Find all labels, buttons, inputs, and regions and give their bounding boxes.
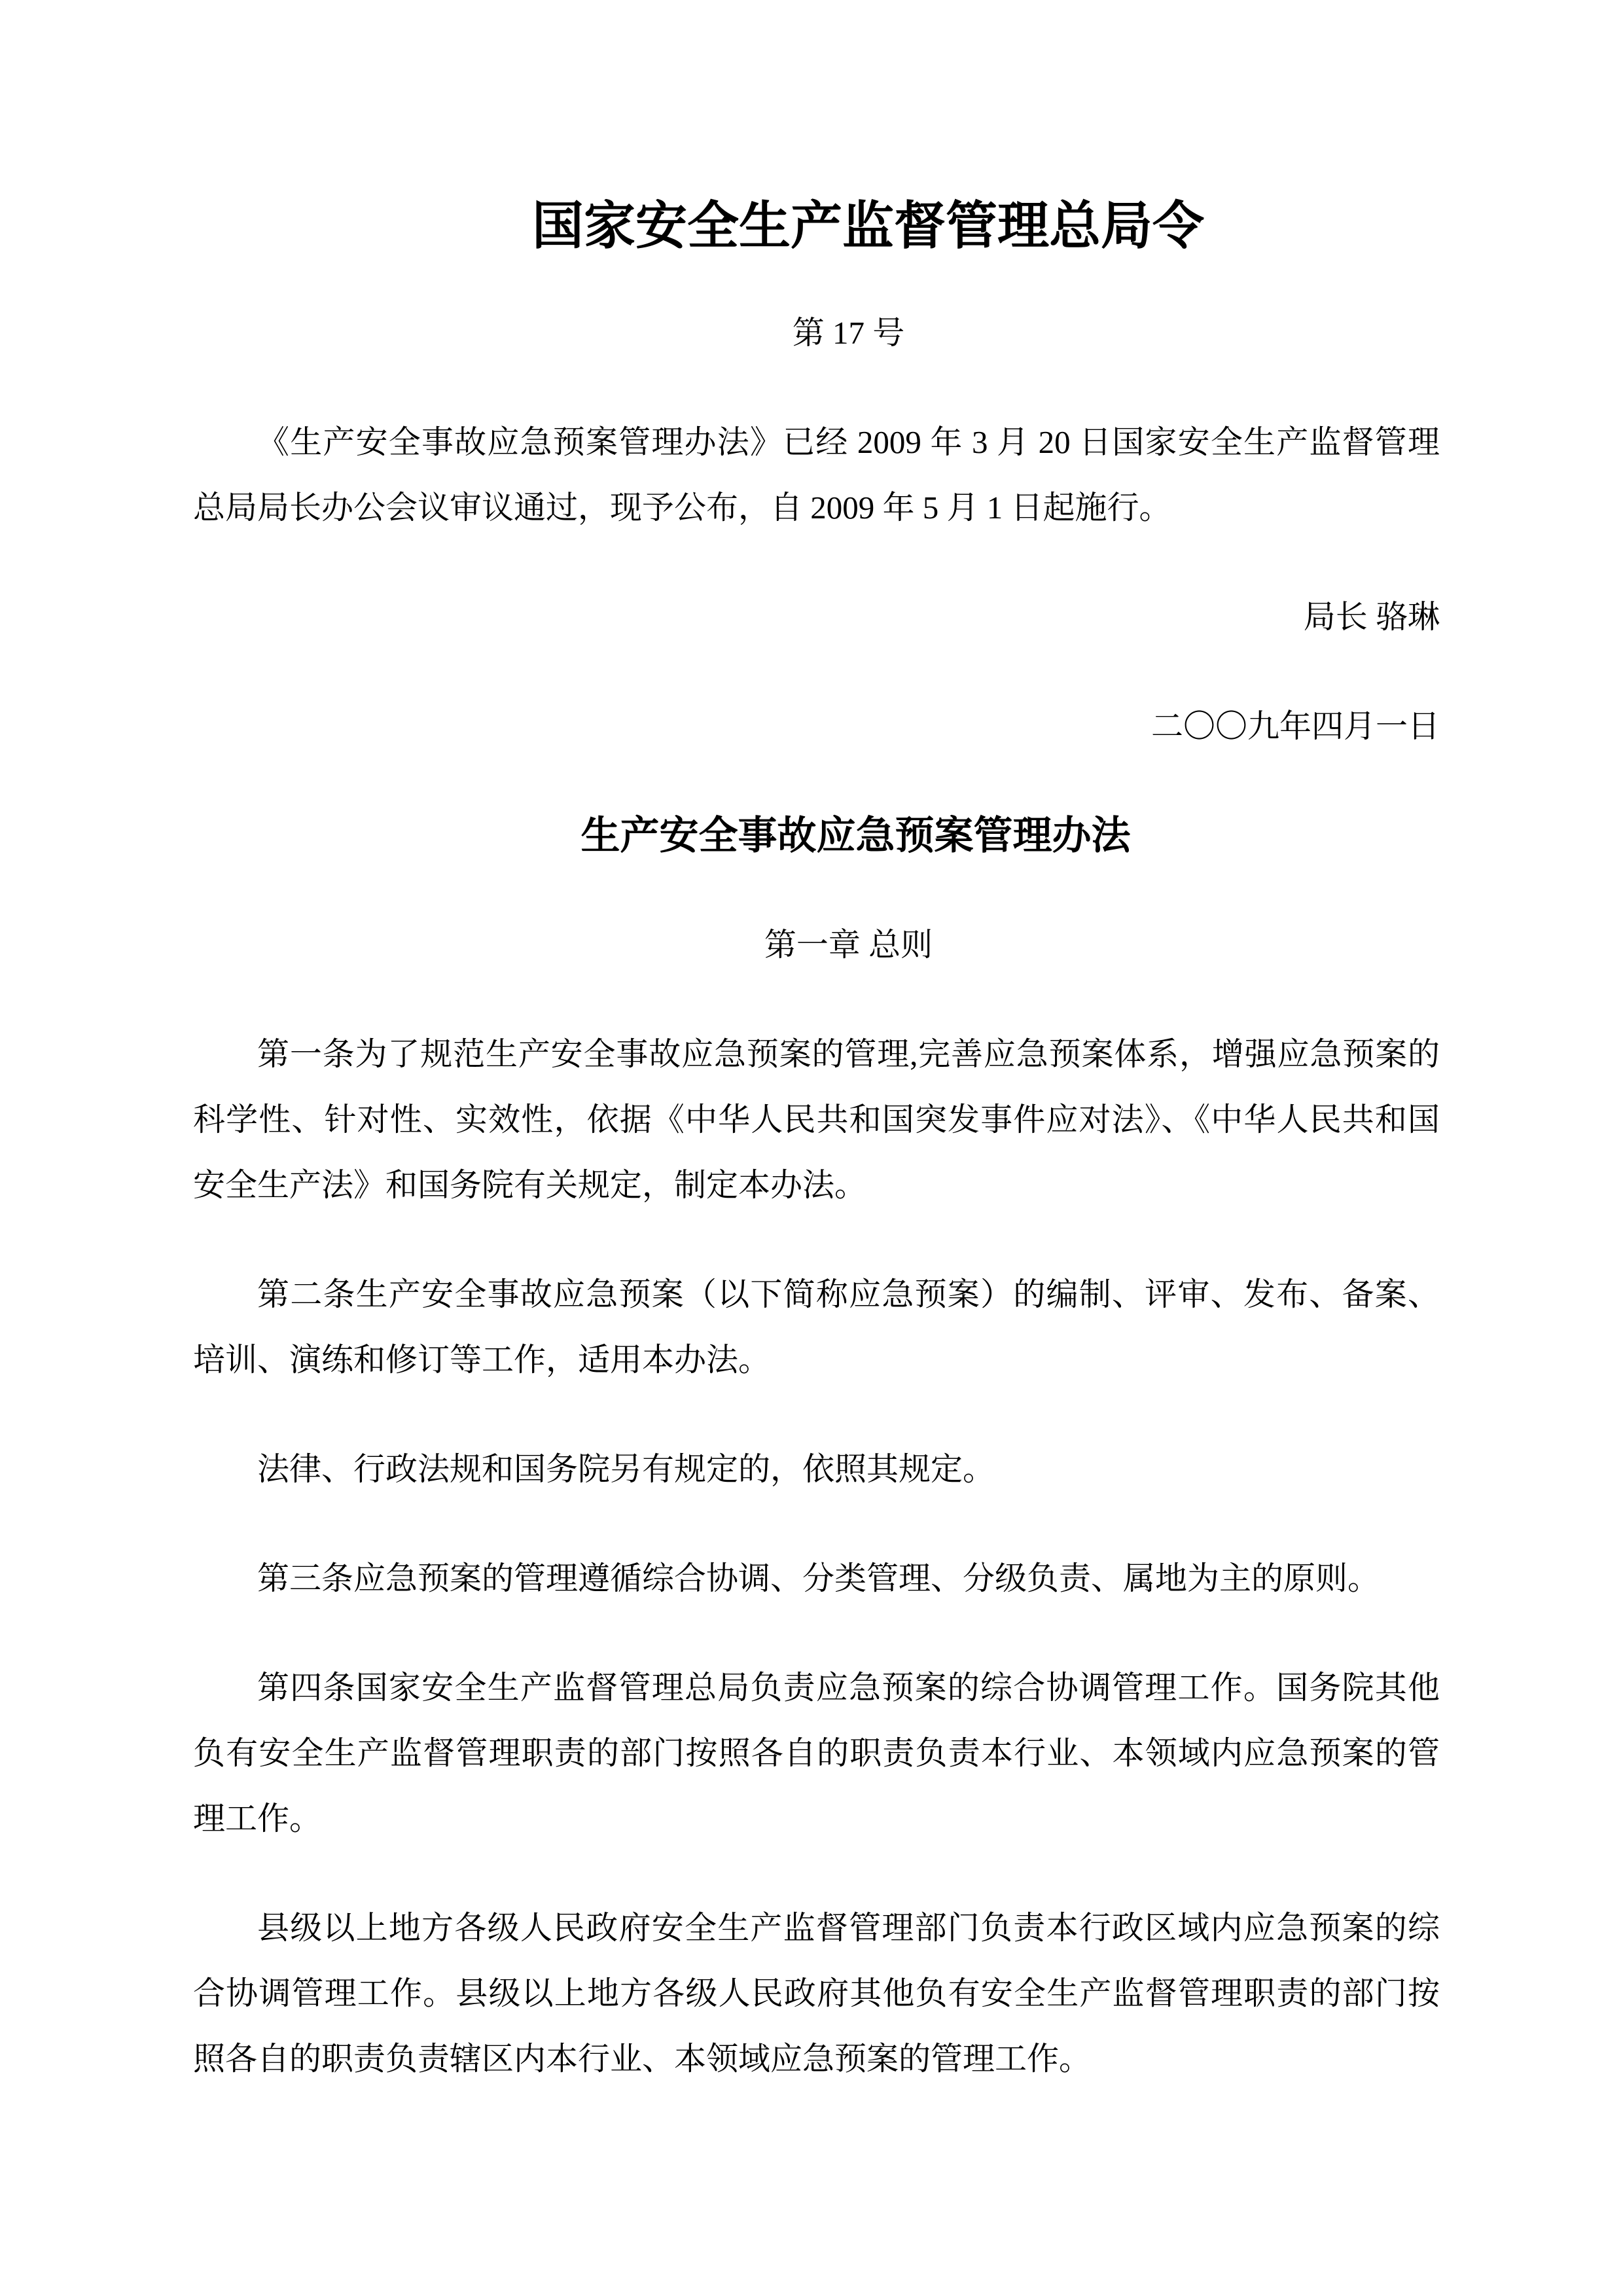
article-paragraph-2: 第二条生产安全事故应急预案（以下简称应急预案）的编制、评审、发布、备案、培训、演练和修订等工作，适用本办法。: [193, 1276, 1440, 1378]
article-paragraph-1: 第一条为了规范生产安全事故应急预案的管理,完善应急预案体系，增强应急预案的科学性、针对性、实效性，依据《中华人民共和国突发事件应对法》、《中华人民共和国安全生产法》和国务院有关规定，制定本办法。: [193, 1036, 1440, 1203]
article-paragraph-5: 第四条国家安全生产监督管理总局负责应急预案的综合协调管理工作。国务院其他负有安全生产监督管理职责的部门按照各自的职责负责本行业、本领域内应急预案的管理工作。: [193, 1670, 1440, 1837]
intro-paragraph: 《生产安全事故应急预案管理办法》已经 2009 年 3 月 20 日国家安全生产监督管理总局局长办公会议审议通过，现予公布，自 2009 年 5 月 1 日起施行。: [193, 424, 1440, 526]
article-paragraph-4: 第三条应急预案的管理遵循综合协调、分类管理、分级负责、属地为主的原则。: [257, 1560, 1380, 1596]
date-line: 二〇〇九年四月一日: [1150, 708, 1440, 744]
article-paragraph-6: 县级以上地方各级人民政府安全生产监督管理部门负责本行政区域内应急预案的综合协调管理工作。县级以上地方各级人民政府其他负有安全生产监督管理职责的部门按照各自的职责负责辖区内本行业、本领域应急预案的管理工作。: [193, 1910, 1440, 2077]
chapter-heading: 第一章 总则: [764, 927, 933, 963]
main-title: 国家安全生产监督管理总局令: [532, 198, 1204, 255]
regulation-title: 生产安全事故应急预案管理办法: [580, 814, 1131, 857]
signature-line: 局长 骆琳: [1303, 599, 1440, 635]
article-paragraph-3: 法律、行政法规和国务院另有规定的，依照其规定。: [257, 1451, 995, 1487]
order-number: 第 17 号: [792, 315, 905, 351]
